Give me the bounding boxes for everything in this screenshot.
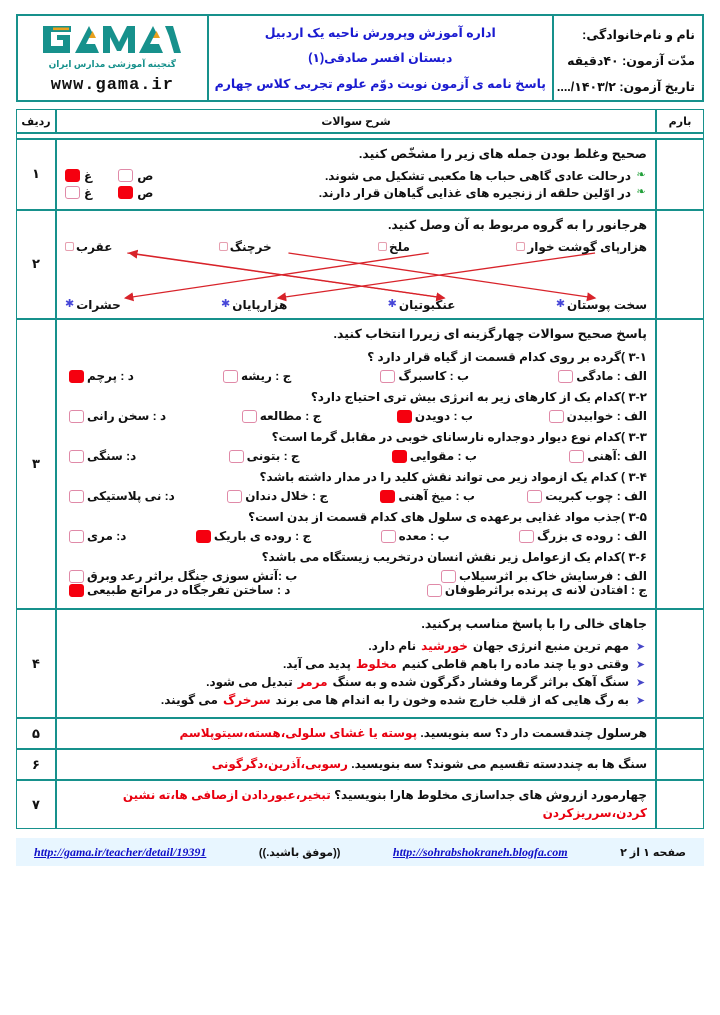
q4-points-cell[interactable] — [656, 609, 704, 718]
q3-1-option-d[interactable] — [69, 369, 134, 383]
q3-1-option-c[interactable] — [223, 369, 291, 383]
q2-top-item-2[interactable] — [219, 240, 272, 254]
q4-blank-4 — [65, 693, 647, 707]
q2-top-item-1[interactable] — [378, 240, 410, 254]
q6-number: ۶ — [16, 749, 56, 780]
header-org-info — [209, 16, 552, 100]
arrow-bullet-icon: ➤ — [635, 695, 646, 707]
q3-3-option-b-label: ب : مقوایی — [409, 449, 477, 464]
q3-6-option-d-checkbox[interactable] — [69, 584, 84, 597]
q3-2-options — [65, 409, 647, 423]
good-luck-text: ((موفق باشید.)) — [258, 846, 341, 859]
q3-4-option-c-label: ج : خلال دندان — [245, 489, 328, 504]
q3-6-options — [65, 569, 647, 597]
q3-4-option-c-checkbox[interactable] — [227, 490, 242, 503]
q6-points-cell[interactable] — [656, 749, 704, 780]
q4-blank-3 — [65, 675, 647, 689]
col-header-points: بارم — [656, 109, 704, 133]
q6-answer: رسوبی،آذرین،دگرگونی — [211, 757, 348, 771]
q1-item-2-true-checkbox[interactable] — [118, 186, 133, 199]
q3-6-option-d[interactable] — [69, 583, 346, 597]
q1-item-2-false-label: غ — [84, 185, 93, 200]
q3-4-option-a-label: الف : چوب کبریت — [545, 489, 647, 504]
q2-top-item-2-label: خرچنگ — [229, 239, 272, 254]
col-header-rownum: ردیف — [16, 109, 56, 133]
logo-subtitle: گنجینه آموزشی مدارس ایران — [48, 58, 177, 69]
q1-item-1-true-label: ص — [137, 168, 154, 183]
q1-item-2-false[interactable] — [65, 186, 92, 200]
col-header-description: شرح سوالات — [56, 109, 656, 133]
q6-body-cell — [56, 749, 656, 780]
q3-2-text: ۳-۲ )کدام یک از کارهای زیر به انرژی بیش تری احتیاج دارد؟ — [310, 390, 647, 405]
q3-1-option-a[interactable] — [558, 369, 647, 383]
q1-prompt: صحیح وغلط بودن جمله های زیر را مشخّص کنید. — [358, 147, 647, 161]
q3-1-option-b-label: ب : کاسبرگ — [398, 369, 470, 384]
q3-3-options — [65, 449, 647, 463]
q1-item-2-text: در اوّلین حلقه از زنجیره های غذایی گیاهان قرار دارند. — [318, 185, 631, 200]
q5-points-cell[interactable] — [656, 718, 704, 749]
square-marker-icon — [65, 242, 74, 251]
q3-1-option-b[interactable] — [380, 369, 469, 383]
q3-6-option-a[interactable] — [370, 569, 647, 583]
q3-6-option-d-label: د : ساختن تفرجگاه در مراتع طبیعی — [87, 583, 291, 598]
q3-2-option-b-checkbox[interactable] — [397, 410, 412, 423]
q4-blank-3-answer: مرمر — [297, 675, 328, 689]
q4-blank-1-after: نام دارد. — [368, 639, 417, 653]
q3-6-option-a-label: الف : فرسایش خاک بر اثرسیلاب — [458, 569, 647, 584]
q3-2-option-d-checkbox[interactable] — [69, 410, 84, 423]
q3-1-option-d-checkbox[interactable] — [69, 370, 84, 383]
q3-2-option-a-label: الف : خوابیدن — [566, 409, 647, 424]
q3-4-option-a-checkbox[interactable] — [527, 490, 542, 503]
q3-6-option-c-checkbox[interactable] — [427, 584, 442, 597]
q3-5-option-d-label: د: مری — [87, 529, 127, 544]
header-logo-area — [18, 16, 209, 100]
q1-item-1-true[interactable] — [118, 169, 153, 183]
q1-item-1-false-checkbox[interactable] — [65, 169, 80, 182]
flower-bullet-icon: ❧ — [636, 186, 646, 199]
q3-5-option-a[interactable] — [519, 529, 647, 543]
table-header-row — [16, 109, 704, 133]
q3-2-option-d-label: د : سخن رانی — [87, 409, 167, 424]
q3-4-text: ۳-۴ ) کدام یک ازمواد زیر می تواند نقش کلید را در مدار داشته باشد؟ — [259, 470, 647, 485]
q3-5-option-d[interactable] — [69, 529, 126, 543]
q3-5-option-b-checkbox[interactable] — [381, 530, 396, 543]
q2-top-item-3-label: عقرب — [76, 239, 113, 254]
q2-bottom-item-2[interactable] — [221, 298, 287, 312]
q3-1-option-c-checkbox[interactable] — [223, 370, 238, 383]
q3-5-option-b-label: ب : معده — [398, 529, 450, 544]
q3-5-option-b[interactable] — [381, 529, 450, 543]
q4-body-cell — [56, 609, 656, 718]
q3-4-option-c[interactable] — [227, 489, 328, 503]
q1-item-1-false-label: غ — [84, 168, 93, 183]
q1-item-2-options — [65, 186, 153, 200]
asterisk-marker-icon: ✱ — [387, 298, 397, 310]
exam-date-label: تاریخ آزمون: ۱۴۰۳/۲/.... — [556, 80, 695, 95]
q1-number: ۱ — [16, 139, 56, 210]
q3-5-option-a-checkbox[interactable] — [519, 530, 534, 543]
table-row — [16, 780, 704, 829]
q3-5-option-c-checkbox[interactable] — [196, 530, 211, 543]
gama-logo-icon — [37, 22, 187, 58]
q7-answer: تبخیر،عبوردادن ازصافی ها،ته نشین کردن،سرریزکردن — [122, 788, 647, 820]
q4-blank-4-answer: سرخرگ — [222, 693, 271, 707]
q3-2-option-c-checkbox[interactable] — [242, 410, 257, 423]
q3-3-option-c-checkbox[interactable] — [229, 450, 244, 463]
q3-5-option-a-label: الف : روده ی بزرگ — [536, 529, 647, 544]
q1-body-cell — [56, 139, 656, 210]
gama-website-url: www.gama.ir — [50, 75, 174, 95]
q2-top-row — [65, 240, 647, 254]
q6-line — [65, 755, 647, 773]
table-row — [16, 718, 704, 749]
asterisk-marker-icon: ✱ — [555, 298, 566, 310]
q3-6-option-a-checkbox[interactable] — [441, 570, 456, 583]
q1-item-2 — [65, 186, 647, 200]
table-row — [16, 319, 704, 610]
q3-3-text: ۳-۳ )کدام نوع دیوار دوجداره نارسانای خوبی در مقابل گرما است؟ — [271, 430, 647, 445]
q3-4-option-d-label: د: نی پلاستیکی — [87, 489, 175, 504]
q3-6-option-b-checkbox[interactable] — [69, 570, 84, 583]
q3-5-options — [65, 529, 647, 543]
q3-2-option-c-label: ج : مطالعه — [259, 409, 322, 424]
q1-item-1-options — [65, 169, 153, 183]
q2-bottom-item-1[interactable] — [388, 298, 456, 312]
q3-4-option-b[interactable] — [380, 489, 475, 503]
q2-top-item-0[interactable] — [516, 240, 647, 254]
q2-points-cell[interactable] — [656, 210, 704, 319]
gama-teacher-link[interactable]: http://gama.ir/teacher/detail/19391 — [34, 844, 207, 859]
q1-item-2-true-label: ص — [137, 185, 154, 200]
q3-3-option-a-checkbox[interactable] — [569, 450, 584, 463]
q4-blank-2-before: وقتی دو یا چند ماده را باهم قاطی کنیم — [401, 657, 629, 671]
flower-bullet-icon: ❧ — [636, 169, 646, 182]
q4-number: ۴ — [16, 609, 56, 718]
q3-1-option-a-label: الف : مادگی — [576, 369, 647, 384]
q7-line — [65, 786, 647, 822]
q3-3-option-b[interactable] — [392, 449, 477, 463]
q2-bottom-row — [65, 298, 647, 312]
exam-header — [16, 14, 704, 102]
q2-bottom-item-3[interactable] — [65, 298, 121, 312]
gama-logo — [37, 22, 187, 70]
q2-prompt: هرجانور را به گروه مربوط به آن وصل کنید. — [387, 217, 647, 232]
q2-bottom-item-0[interactable] — [556, 298, 647, 312]
q1-points-cell[interactable] — [656, 139, 704, 210]
q7-number: ۷ — [16, 780, 56, 829]
q3-5-option-c-label: ج : روده ی باریک — [213, 529, 312, 544]
q4-blank-2-answer: مخلوط — [355, 657, 397, 671]
q7-question: چهارمورد ازروش های جداسازی مخلوط هارا بنویسید؟ — [334, 788, 647, 802]
q3-4-option-a[interactable] — [527, 489, 647, 503]
q3-3-option-d-label: د: سنگی — [87, 449, 137, 464]
q3-2-option-b-label: ب : دویدن — [414, 409, 473, 424]
q3-1-option-a-checkbox[interactable] — [558, 370, 573, 383]
arrow-bullet-icon: ➤ — [635, 641, 646, 653]
q3-2-option-b[interactable] — [397, 409, 473, 423]
q7-points-cell[interactable] — [656, 780, 704, 829]
arrow-bullet-icon: ➤ — [635, 659, 646, 671]
questions-table — [16, 109, 704, 829]
table-row — [16, 139, 704, 210]
q3-5-option-d-checkbox[interactable] — [69, 530, 84, 543]
q2-bottom-item-1-label: عنکبوتیان — [398, 297, 456, 312]
table-row — [16, 749, 704, 780]
q3-points-cell[interactable] — [656, 319, 704, 610]
asterisk-marker-icon: ✱ — [65, 298, 75, 310]
q3-6-option-c-label: ج : افتادن لانه ی پرنده براثرطوفان — [444, 583, 647, 598]
arrow-bullet-icon: ➤ — [635, 677, 646, 689]
q3-1-option-d-label: د : پرچم — [87, 369, 134, 384]
square-marker-icon — [378, 242, 387, 251]
organization-line: اداره آموزش وپرورش ناحیه یک اردبیل — [264, 26, 496, 41]
q5-question: هرسلول چندقسمت دار د؟ سه بنویسید. — [420, 726, 647, 740]
q4-prompt: جاهای خالی را با پاسخ مناسب پرکنید. — [421, 617, 647, 632]
q5-line — [65, 724, 647, 742]
q3-6-text: ۳-۶ )کدام یک ازعوامل زیر نقش انسان درتخریب زیستگاه می باشد؟ — [261, 550, 647, 565]
q3-4-option-d-checkbox[interactable] — [69, 490, 84, 503]
q5-body-cell — [56, 718, 656, 749]
q3-number: ۳ — [16, 319, 56, 610]
blog-link[interactable]: http://sohrabshokraneh.blogfa.com — [392, 844, 568, 859]
q2-top-item-0-label: هزارپای گوشت خوار — [527, 239, 647, 254]
q3-4-options — [65, 489, 647, 503]
q3-4-option-b-checkbox[interactable] — [380, 490, 395, 503]
q3-3-option-c[interactable] — [229, 449, 300, 463]
q3-2-option-a[interactable] — [549, 409, 647, 423]
square-marker-icon — [516, 242, 525, 251]
q4-blank-1 — [65, 639, 647, 653]
q3-5-option-c[interactable] — [196, 529, 311, 543]
q7-body-cell — [56, 780, 656, 829]
q3-3-option-d[interactable] — [69, 449, 136, 463]
school-line: دبستان افسر صادقی(۱) — [308, 51, 453, 66]
q3-3-option-a-label: الف :آهنی — [587, 449, 647, 464]
square-marker-icon — [219, 242, 228, 251]
q2-top-item-3[interactable] — [65, 240, 112, 254]
q6-question: سنگ ها به چنددسته تقسیم می شوند؟ سه بنویسید. — [351, 757, 647, 771]
q4-blank-3-after: تبدیل می شود. — [206, 675, 293, 689]
q3-4-option-d[interactable] — [69, 489, 175, 503]
q3-3-option-b-checkbox[interactable] — [392, 450, 407, 463]
page-footer — [16, 838, 704, 866]
q3-3-option-a[interactable] — [569, 449, 647, 463]
q5-number: ۵ — [16, 718, 56, 749]
q3-2-option-a-checkbox[interactable] — [549, 410, 564, 423]
q3-3-option-d-checkbox[interactable] — [69, 450, 84, 463]
q3-1-option-b-checkbox[interactable] — [380, 370, 395, 383]
q4-blank-4-before: به رگ هایی که از قلب خارج شده وخون را به اندام ها می برند — [275, 693, 629, 707]
header-student-info — [552, 16, 702, 100]
q4-blank-2-after: پدید می آید. — [282, 657, 351, 671]
q1-item-1-true-checkbox[interactable] — [118, 169, 133, 182]
exam-duration-label: مدّت آزمون: ۴۰دقیقه — [567, 53, 695, 68]
q1-item-1-text: درحالت عادی گاهی حباب ها مکعبی تشکیل می شوند. — [324, 168, 631, 183]
q2-body-cell — [56, 210, 656, 319]
q5-answer: پوسته یا غشای سلولی،هسته،سیتوپلاسم — [179, 726, 418, 740]
q3-1-text: ۳-۱ )گرده بر روی کدام قسمت از گیاه قرار دارد ؟ — [367, 350, 647, 365]
q2-matching-area — [65, 240, 647, 312]
q3-6-option-b-label: ب :آتش سوزی جنگل براثر رعد وبرق — [87, 569, 298, 584]
q4-blank-4-after: می گویند. — [160, 693, 218, 707]
q2-bottom-item-3-label: حشرات — [76, 297, 121, 312]
q2-number: ۲ — [16, 210, 56, 319]
q3-4-option-b-label: ب : میخ آهنی — [398, 489, 475, 504]
table-row — [16, 210, 704, 319]
q4-blank-2 — [65, 657, 647, 671]
q1-item-2-false-checkbox[interactable] — [65, 186, 80, 199]
q3-prompt: پاسخ صحیح سوالات چهارگزینه ای زیررا انتخاب کنید. — [333, 326, 647, 341]
q4-blank-1-answer: خورشید — [421, 639, 468, 653]
q1-item-1 — [65, 169, 647, 183]
q3-body-cell — [56, 319, 656, 610]
q3-6-option-c[interactable] — [370, 583, 647, 597]
page-number-label: صفحه ۱ از ۲ — [620, 846, 686, 859]
student-name-label: نام و نام‌خانوادگی: — [582, 27, 695, 42]
q3-1-options — [65, 369, 647, 383]
q3-5-text: ۳-۵ )جذب مواد غذایی برعهده ی سلول های کدام قسمت از بدن است؟ — [248, 510, 647, 525]
q3-3-option-c-label: ج : بتونی — [246, 449, 300, 464]
q2-top-item-1-label: ملخ — [389, 239, 410, 254]
q3-2-option-d[interactable] — [69, 409, 166, 423]
exam-title-line: پاسخ نامه ی آزمون نوبت دوّم علوم تجربی کلاس چهارم — [214, 76, 546, 91]
q2-bottom-item-2-label: هزارپایان — [232, 297, 288, 312]
asterisk-marker-icon: ✱ — [221, 298, 231, 310]
table-row — [16, 609, 704, 718]
q1-item-2-true[interactable] — [118, 186, 153, 200]
q3-6-option-b[interactable] — [69, 569, 346, 583]
q3-1-option-c-label: ج : ریشه — [241, 369, 292, 384]
q3-2-option-c[interactable] — [242, 409, 322, 423]
q4-blank-1-before: مهم ترین منبع انرژی جهان — [472, 639, 629, 653]
q2-bottom-item-0-label: سخت پوستان — [567, 297, 647, 312]
q1-item-1-false[interactable] — [65, 169, 92, 183]
q4-blank-3-before: سنگ آهک براثر گرما وفشار دگرگون شده و به سنگ — [332, 675, 629, 689]
